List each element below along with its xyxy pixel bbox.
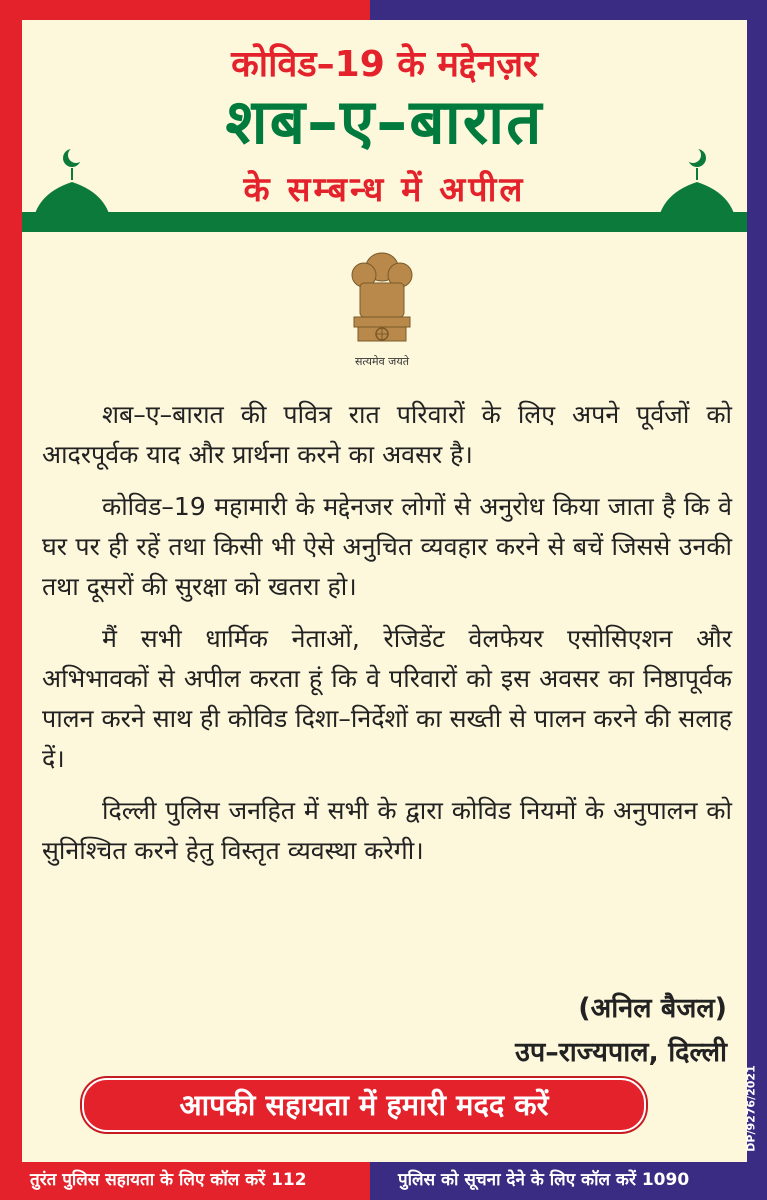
paragraph: मैं सभी धार्मिक नेताओं, रेजिडेंट वेलफेयर एसोसिएशन और अभिभावकों से अपील करता हूं कि वे परिवारों को इस अवसर का निष्ठापूर्वक पालन करने साथ ही कोविड दिशा–निर्देशों का सख्ती से पालन करने की सलाह दें। [42, 624, 732, 773]
appeal-body [42, 395, 732, 883]
help-banner: आपकी सहायता में हमारी मदद करें [82, 1078, 646, 1132]
footer-emergency-call: तुरंत पुलिस सहायता के लिए कॉल करें 112 [30, 1170, 307, 1190]
header-appeal-line: के सम्बन्ध में अपील [243, 170, 526, 210]
dp-code-strip [744, 1060, 766, 1160]
footer-information-call: पुलिस को सूचना देने के लिए कॉल करें 1090 [398, 1170, 690, 1190]
signatory-name: (अनिल बैजल) [578, 993, 727, 1024]
header-title: शब–ए–बारात [225, 85, 544, 158]
green-divider-band [22, 212, 747, 232]
emblem-motto: सत्यमेव जयते [354, 355, 409, 368]
header-subtitle: कोविड–19 के मद्देनज़र [231, 44, 538, 85]
dp-code: DP/9276/2021 [744, 1065, 758, 1152]
notice-panel [22, 20, 747, 1162]
national-emblem-icon [342, 245, 422, 345]
paragraph: कोविड–19 महामारी के मद्देनजर लोगों से अनुरोध किया जाता है कि वे घर पर ही रहें तथा किसी भी ऐसे अनुचित व्यवहार करने से बचें जिससे उनकी तथा दूसरों की सुरक्षा को खतरा हो। [42, 492, 732, 601]
signatory-designation: उप–राज्यपाल, दिल्ली [515, 1037, 727, 1068]
paragraph: शब–ए–बारात की पवित्र रात परिवारों के लिए अपने पूर्वजों को आदरपूर्वक याद और प्रार्थना करने का अवसर है। [42, 400, 732, 469]
paragraph: दिल्ली पुलिस जनहित में सभी के द्वारा कोविड नियमों के अनुपालन को सुनिश्चित करने हेतु विस्तृत व्यवस्था करेगी। [42, 796, 732, 865]
